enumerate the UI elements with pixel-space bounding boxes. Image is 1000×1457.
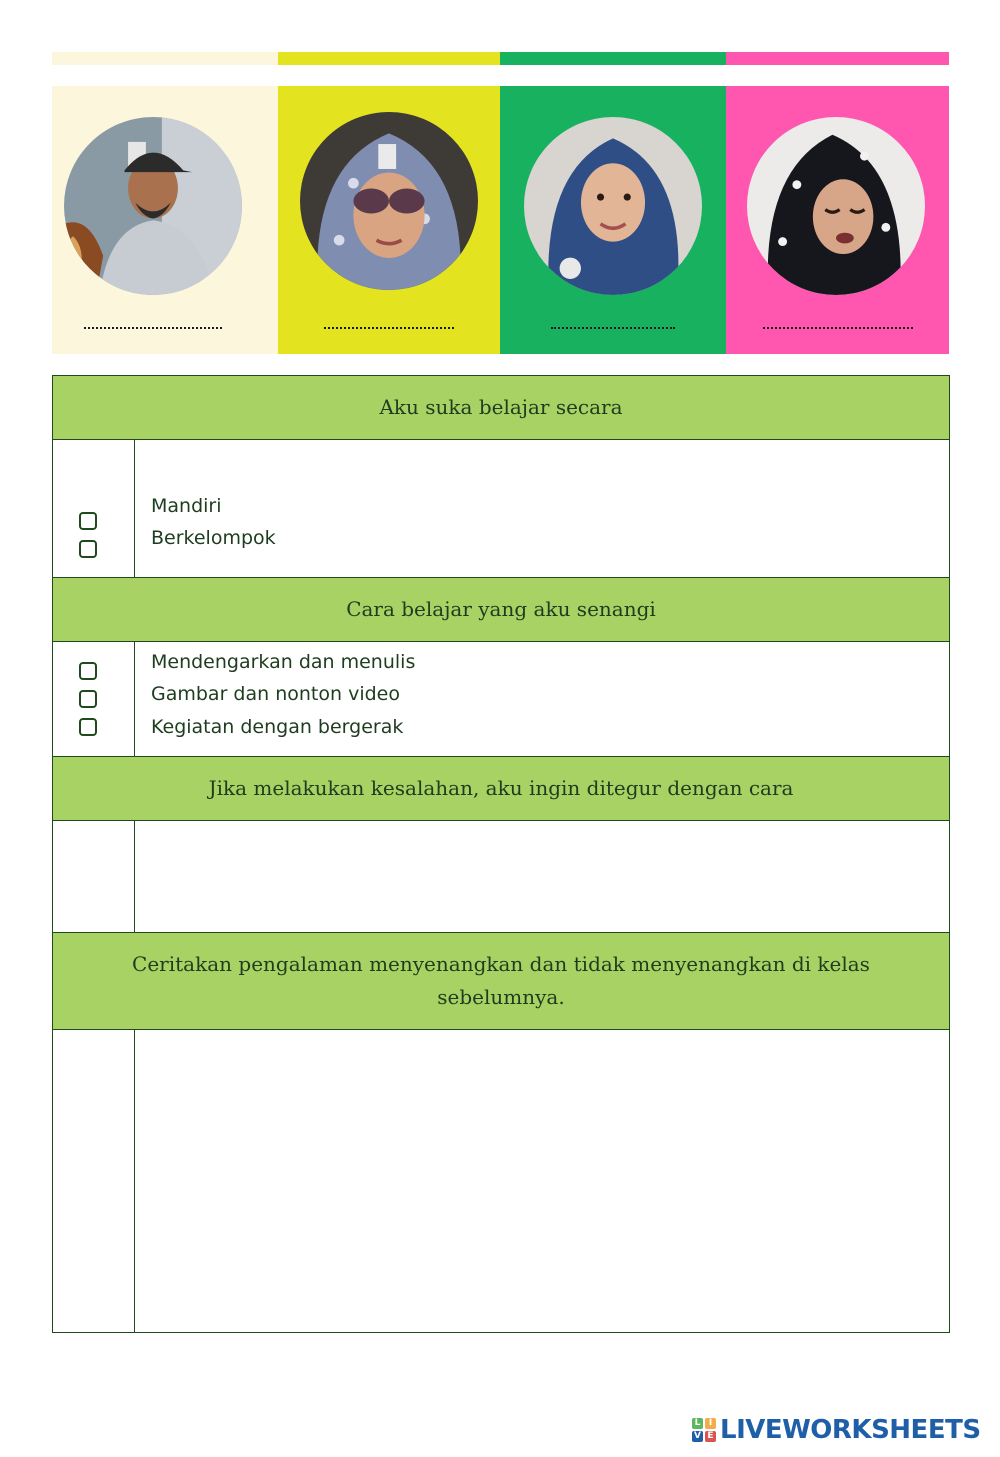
section-title: Aku suka belajar secara — [379, 395, 623, 419]
checkbox-berkelompok[interactable] — [79, 540, 97, 558]
panel-1 — [52, 86, 278, 354]
logo-mark-icon — [692, 1418, 716, 1442]
logo-letter: I — [705, 1418, 716, 1429]
section-header-correction — [53, 757, 949, 821]
section-header-learning-style — [53, 578, 949, 642]
section-title: Jika melakukan kesalahan, aku ingin ditegur dengan cara — [208, 776, 794, 800]
name-line-3[interactable] — [551, 321, 675, 329]
option-label: Mendengarkan dan menulis — [151, 651, 416, 673]
photo-panels — [52, 86, 949, 354]
blank-column — [53, 1030, 135, 1332]
checkbox-mendengarkan[interactable] — [79, 662, 97, 680]
section-options-learning-style — [53, 642, 949, 757]
option-label: Gambar dan nonton video — [151, 683, 400, 705]
section-answer-experience — [53, 1030, 949, 1332]
checkbox-mandiri[interactable] — [79, 512, 97, 530]
section-header-learning-mode — [53, 376, 949, 440]
checkbox-kegiatan[interactable] — [79, 718, 97, 736]
photo-woman-sunglasses — [300, 112, 478, 290]
photo-woman-blue-hijab — [524, 117, 702, 295]
strip-cream — [52, 52, 278, 65]
section-options-learning-mode — [53, 440, 949, 578]
logo-text: LIVEWORKSHEETS — [720, 1415, 981, 1445]
strip-yellow — [278, 52, 500, 65]
liveworksheets-logo[interactable] — [692, 1415, 981, 1445]
logo-letter: V — [692, 1431, 703, 1442]
name-line-4[interactable] — [763, 321, 913, 329]
option-label: Berkelompok — [151, 527, 276, 549]
checkbox-column — [53, 440, 135, 577]
top-color-strip — [52, 52, 949, 65]
section-answer-correction — [53, 821, 949, 933]
name-line-1[interactable] — [84, 321, 222, 329]
option-label: Mandiri — [151, 495, 222, 517]
answer-area-correction[interactable] — [135, 821, 949, 932]
panel-3 — [500, 86, 726, 354]
logo-letter: L — [692, 1418, 703, 1429]
worksheet-table — [52, 375, 950, 1333]
checkbox-gambar[interactable] — [79, 690, 97, 708]
blank-column — [53, 821, 135, 932]
photo-woman-black-hijab — [747, 117, 925, 295]
photo-man-cap — [64, 117, 242, 295]
options-column — [135, 440, 949, 577]
section-title: Cara belajar yang aku senangi — [346, 597, 656, 621]
panel-2 — [278, 86, 500, 354]
section-header-experience — [53, 933, 949, 1030]
panel-4 — [726, 86, 949, 354]
strip-green — [500, 52, 726, 65]
options-column — [135, 642, 949, 756]
answer-area-experience[interactable] — [135, 1030, 949, 1332]
logo-letter: E — [705, 1431, 716, 1442]
strip-pink — [726, 52, 949, 65]
section-title: Ceritakan pengalaman menyenangkan dan tidak menyenangkan di kelas sebelumnya. — [132, 952, 870, 1009]
checkbox-column — [53, 642, 135, 756]
name-line-2[interactable] — [324, 321, 454, 329]
option-label: Kegiatan dengan bergerak — [151, 716, 404, 738]
